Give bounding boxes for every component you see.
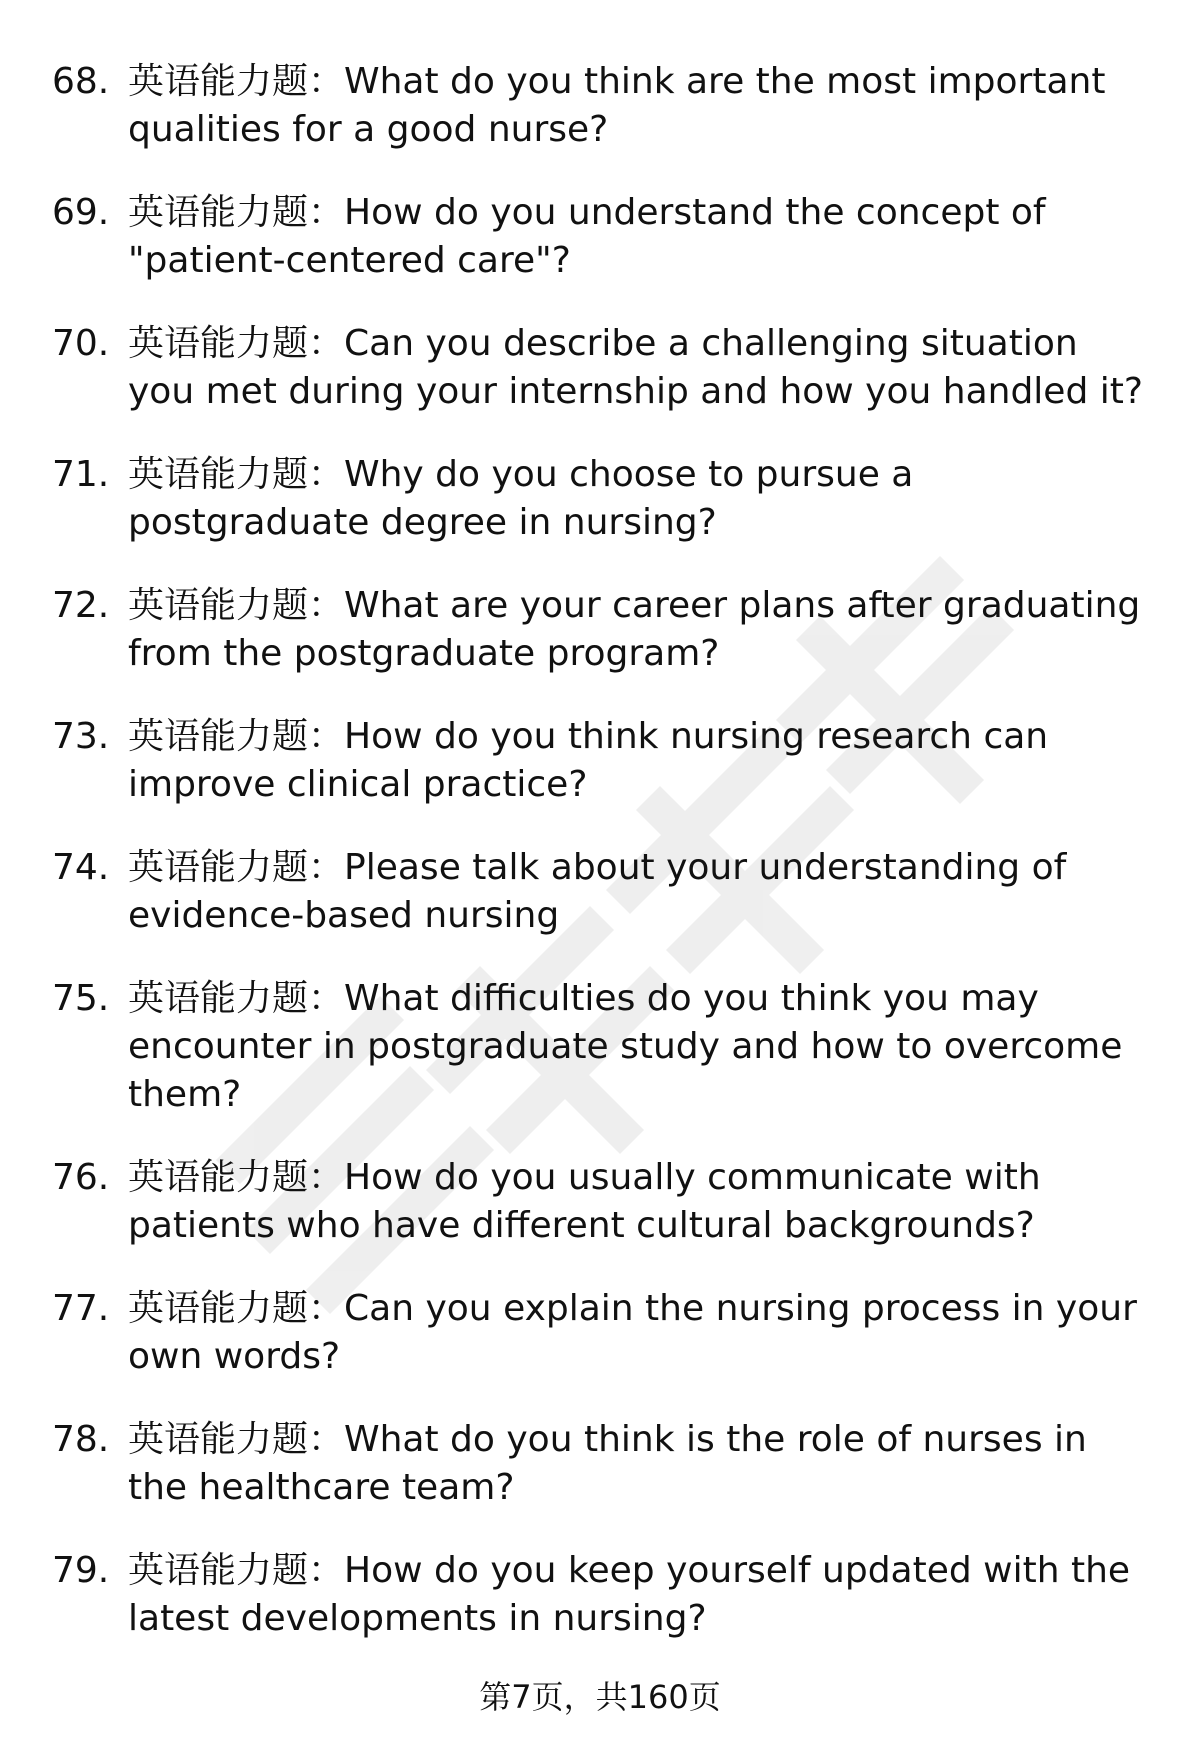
question-number: 77. <box>52 1288 110 1329</box>
question-number: 79. <box>52 1550 110 1591</box>
question-category: 英语能力题： <box>128 978 345 1019</box>
question-text: Can you explain the nursing process in your own words? <box>128 1288 1137 1377</box>
question-text: What are your career plans after graduating from the postgraduate program? <box>128 585 1141 674</box>
question-number: 71. <box>52 454 110 495</box>
question-text: What do you think are the most important qualities for a good nurse? <box>128 61 1106 150</box>
question-item <box>52 1154 1152 1250</box>
question-body <box>128 451 1152 547</box>
question-text: How do you understand the concept of "patient-centered care"? <box>128 192 1046 281</box>
question-item <box>52 713 1152 809</box>
question-item <box>52 582 1152 678</box>
question-text: What difficulties do you think you may encounter in postgraduate study and how to overcome them? <box>128 978 1123 1115</box>
question-item <box>52 975 1152 1119</box>
question-item <box>52 58 1152 154</box>
question-category: 英语能力题： <box>128 1419 345 1460</box>
question-text: How do you usually communicate with patients who have different cultural backgrounds? <box>128 1157 1041 1246</box>
question-body <box>128 58 1152 154</box>
question-item <box>52 189 1152 285</box>
question-body <box>128 975 1152 1119</box>
question-number: 73. <box>52 716 110 757</box>
question-body <box>128 582 1152 678</box>
question-category: 英语能力题： <box>128 61 345 102</box>
question-category: 英语能力题： <box>128 585 345 626</box>
question-body <box>128 1416 1152 1512</box>
question-item <box>52 1285 1152 1381</box>
question-text: Can you describe a challenging situation you met during your internship and how you handled it? <box>128 323 1143 412</box>
question-category: 英语能力题： <box>128 1550 345 1591</box>
question-body <box>128 1547 1152 1643</box>
question-category: 英语能力题： <box>128 192 345 233</box>
question-category: 英语能力题： <box>128 1157 345 1198</box>
question-text: How do you keep yourself updated with the latest developments in nursing? <box>128 1550 1131 1639</box>
question-text: How do you think nursing research can improve clinical practice? <box>128 716 1049 805</box>
question-number: 69. <box>52 192 110 233</box>
question-item <box>52 451 1152 547</box>
question-item <box>52 1547 1152 1643</box>
question-category: 英语能力题： <box>128 1288 345 1329</box>
question-body <box>128 320 1152 416</box>
question-item <box>52 320 1152 416</box>
question-number: 74. <box>52 847 110 888</box>
question-category: 英语能力题： <box>128 323 345 364</box>
question-category: 英语能力题： <box>128 847 345 888</box>
question-body <box>128 189 1152 285</box>
question-number: 76. <box>52 1157 110 1198</box>
question-body <box>128 1285 1152 1381</box>
question-category: 英语能力题： <box>128 716 345 757</box>
question-category: 英语能力题： <box>128 454 345 495</box>
question-number: 75. <box>52 978 110 1019</box>
question-body <box>128 844 1152 940</box>
question-number: 72. <box>52 585 110 626</box>
question-list <box>52 58 1152 1678</box>
question-number: 78. <box>52 1419 110 1460</box>
question-number: 68. <box>52 61 110 102</box>
page-footer <box>0 1675 1200 1719</box>
question-item <box>52 1416 1152 1512</box>
question-text: What do you think is the role of nurses in the healthcare team? <box>128 1419 1087 1508</box>
question-text: Please talk about your understanding of evidence-based nursing <box>128 847 1067 936</box>
question-body <box>128 713 1152 809</box>
question-text: Why do you choose to pursue a postgraduate degree in nursing? <box>128 454 914 543</box>
question-body <box>128 1154 1152 1250</box>
page-number-label: 第7页，共160页 <box>479 1678 721 1716</box>
question-number: 70. <box>52 323 110 364</box>
question-item <box>52 844 1152 940</box>
